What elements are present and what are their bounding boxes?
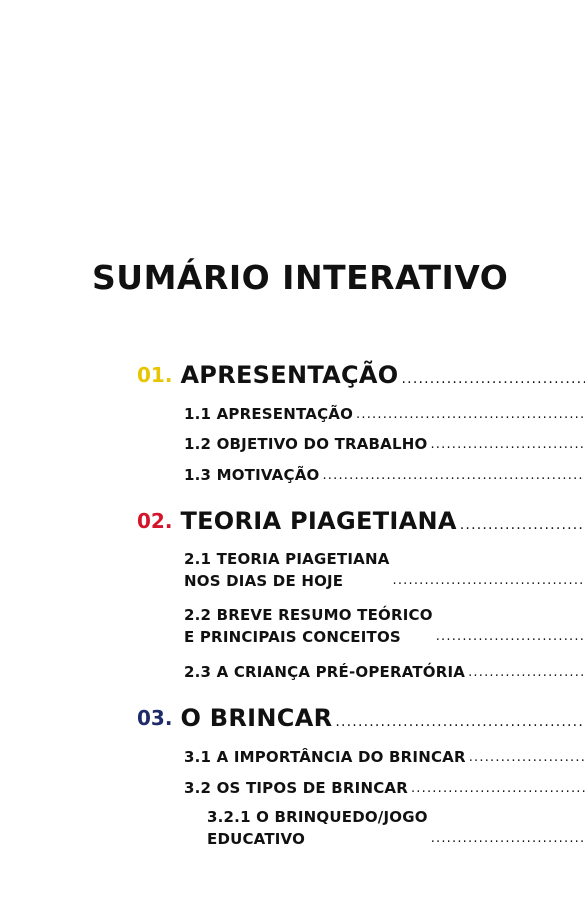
toc-section-2-2[interactable] bbox=[184, 602, 585, 648]
dot-leader bbox=[399, 368, 585, 390]
dot-leader bbox=[408, 780, 585, 798]
section-title: 3.1 A IMPORTÂNCIA DO BRINCAR bbox=[184, 748, 466, 766]
section-title: 1.2 OBJETIVO DO TRABALHO bbox=[184, 435, 428, 453]
section-title bbox=[184, 548, 390, 592]
toc-section-2-3[interactable] bbox=[184, 660, 585, 682]
chapter-title: O BRINCAR bbox=[180, 704, 333, 732]
dot-leader bbox=[465, 664, 585, 682]
dot-leader bbox=[353, 406, 585, 424]
toc-chapter-03[interactable] bbox=[137, 699, 585, 733]
toc-chapter-01[interactable] bbox=[137, 356, 585, 390]
toc-chapter-02[interactable] bbox=[137, 502, 585, 536]
chapter-title: TEORIA PIAGETIANA bbox=[180, 507, 457, 535]
dot-leader bbox=[457, 514, 585, 536]
chapter-title: APRESENTAÇÃO bbox=[180, 361, 399, 389]
section-title-line: 2.1 TEORIA PIAGETIANA bbox=[184, 550, 390, 568]
dot-leader bbox=[319, 467, 585, 485]
page-title: SUMÁRIO INTERATIVO bbox=[92, 258, 509, 297]
dot-leader bbox=[433, 628, 585, 648]
toc-section-2-1[interactable] bbox=[184, 546, 585, 592]
section-title-line: 2.2 BREVE RESUMO TEÓRICO bbox=[184, 606, 433, 624]
section-title: 1.3 MOTIVAÇÃO bbox=[184, 466, 320, 484]
section-title: 1.1 APRESENTAÇÃO bbox=[184, 405, 354, 423]
chapter-number: 02. bbox=[137, 509, 173, 533]
toc-section-3-2-1[interactable] bbox=[207, 804, 585, 850]
toc-section-3-2[interactable] bbox=[184, 776, 585, 798]
dot-leader bbox=[466, 749, 585, 767]
section-title bbox=[184, 604, 433, 648]
section-title-line: E PRINCIPAIS CONCEITOS bbox=[184, 628, 401, 646]
toc-section-1-1[interactable] bbox=[184, 402, 585, 424]
section-title: 2.3 A CRIANÇA PRÉ-OPERATÓRIA bbox=[184, 663, 466, 681]
toc-section-1-2[interactable] bbox=[184, 432, 585, 454]
section-title: 3.2 OS TIPOS DE BRINCAR bbox=[184, 779, 408, 797]
toc-section-1-3[interactable] bbox=[184, 463, 585, 485]
dot-leader bbox=[390, 572, 585, 592]
dot-leader bbox=[332, 711, 585, 733]
section-title-line: NOS DIAS DE HOJE bbox=[184, 572, 344, 590]
section-title bbox=[207, 806, 428, 850]
toc-section-3-1[interactable] bbox=[184, 745, 585, 767]
section-title-line: 3.2.1 O BRINQUEDO/JOGO bbox=[207, 808, 428, 826]
dot-leader bbox=[427, 436, 585, 454]
chapter-number: 01. bbox=[137, 363, 173, 387]
dot-leader bbox=[428, 830, 585, 850]
chapter-number: 03. bbox=[137, 706, 173, 730]
section-title-line: EDUCATIVO bbox=[207, 830, 306, 848]
